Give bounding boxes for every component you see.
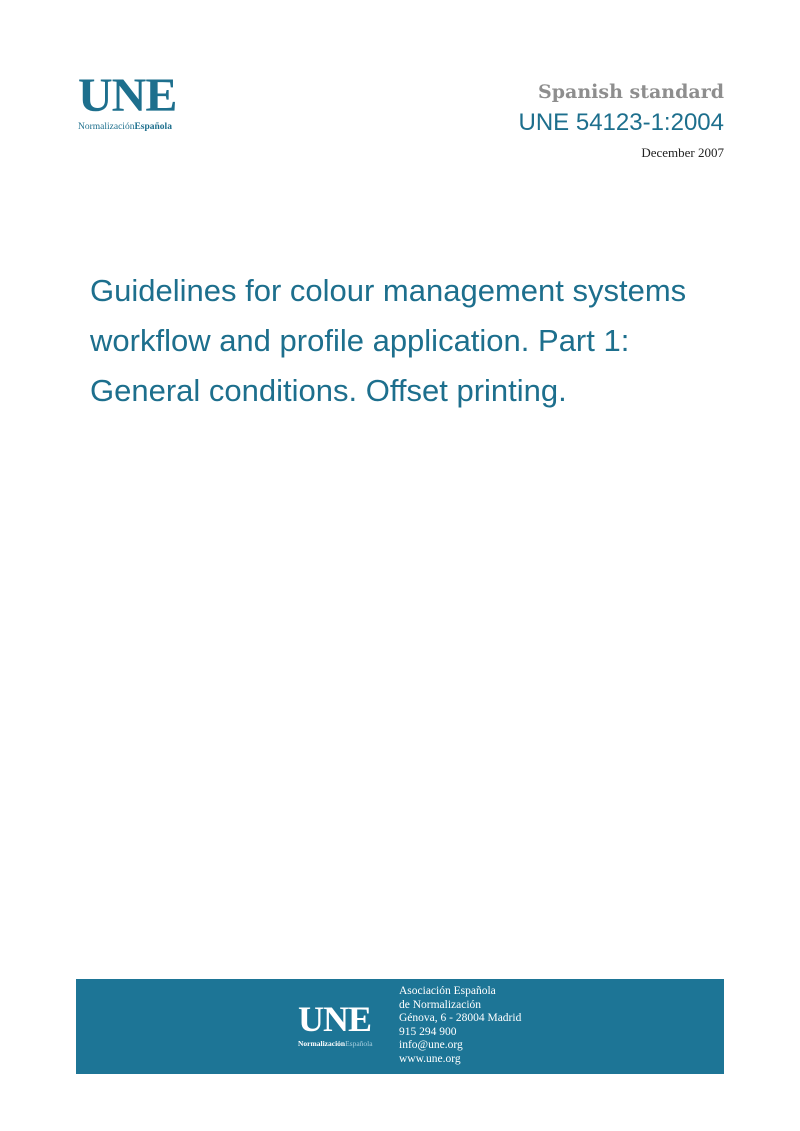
title-line-3: General conditions. Offset printing. <box>90 373 567 408</box>
title-line-2: workflow and profile application. Part 1: <box>90 323 630 358</box>
footer-logo-sub-light: Española <box>345 1039 373 1048</box>
footer-logo-subtitle <box>298 1039 388 1048</box>
footer-une-logo <box>298 999 388 1048</box>
standard-date: December 2007 <box>641 145 724 160</box>
standard-kind: Spanish standard <box>538 81 724 103</box>
une-logo-mark: UNE <box>78 69 177 122</box>
footer-org-name-2: de Normalización <box>399 998 482 1011</box>
logo-sub-bold: Española <box>134 122 172 132</box>
footer-email: info@une.org <box>399 1039 463 1052</box>
footer-logo-mark: UNE <box>298 999 372 1039</box>
footer-website: www.une.org <box>399 1052 461 1065</box>
logo-sub-regular: Normalización <box>78 122 135 132</box>
une-logo <box>78 69 198 132</box>
standard-header <box>519 80 724 162</box>
une-logo-subtitle <box>78 122 198 132</box>
footer-phone: 915 294 900 <box>399 1025 457 1038</box>
footer-logo-sub-regular: Normalización <box>298 1039 346 1048</box>
footer-band <box>76 979 724 1074</box>
title-line-1: Guidelines for colour management systems <box>90 273 687 308</box>
footer-contact-info <box>399 985 521 1067</box>
standard-code: UNE 54123-1:2004 <box>518 109 724 136</box>
document-title <box>90 266 770 416</box>
footer-address: Génova, 6 - 28004 Madrid <box>399 1012 522 1025</box>
footer-org-name-1: Asociación Española <box>399 985 496 997</box>
